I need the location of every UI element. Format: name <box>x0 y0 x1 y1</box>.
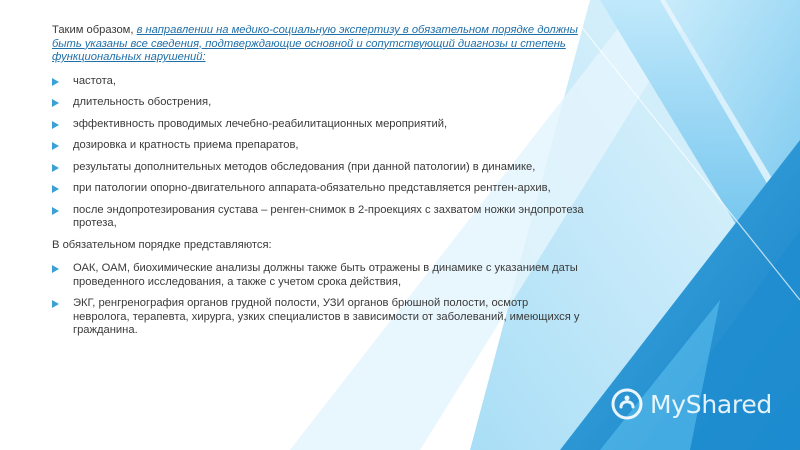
triangle-bullet-icon <box>52 300 59 308</box>
list-item <box>52 297 587 338</box>
required-documents-heading: В обязательном порядке представляются: <box>52 238 272 251</box>
intro-highlight: в направлении на медико-социальную экспертизу в обязательном порядке должны быть указаны все сведения, подтверждающие основной и сопутствующий диагнозы и степень функциональных нарушений: <box>52 24 578 63</box>
list-item <box>52 182 587 196</box>
list-item <box>52 262 587 289</box>
list-item-text: дозировка и кратность приема препаратов, <box>73 139 299 151</box>
triangle-bullet-icon <box>52 265 59 273</box>
list-item <box>52 161 587 175</box>
list-item <box>52 75 587 89</box>
list-item-text: при патологии опорно-двигательного аппарата-обязательно представляется рентген-архив, <box>73 182 551 194</box>
list-item-text: после эндопротезирования сустава – ренген-снимок в 2-проекциях с захватом ножки эндопротеза протеза, <box>73 203 584 229</box>
triangle-bullet-icon <box>52 185 59 193</box>
list-item-text: ЭКГ, ренгренография органов грудной полости, УЗИ органов брюшной полости, осмотр невролога, терапевта, хирурга, узких специалистов в зависимости от заболеваний, имеющихся у гражданина. <box>73 297 580 336</box>
myshared-watermark <box>610 386 772 422</box>
triangle-bullet-icon <box>52 164 59 172</box>
list-item <box>52 204 587 231</box>
triangle-bullet-icon <box>52 99 59 107</box>
triangle-bullet-icon <box>52 207 59 215</box>
myshared-logo-icon <box>610 387 644 421</box>
list-item <box>52 118 587 132</box>
triangle-bullet-icon <box>52 78 59 86</box>
list-item <box>52 96 587 110</box>
list-item-text: частота, <box>73 74 116 87</box>
intro-paragraph <box>52 24 587 65</box>
intro-prefix: Таким образом, <box>52 24 137 36</box>
criteria-list <box>52 75 587 231</box>
list-item <box>52 139 587 153</box>
triangle-bullet-icon <box>52 142 59 150</box>
list-item-text: результаты дополнительных методов обследования (при данной патологии) в динамике, <box>73 160 536 173</box>
slide-content <box>52 24 587 346</box>
triangle-bullet-icon <box>52 121 59 129</box>
list-item-text: эффективность проводимых лечебно-реабилитационных мероприятий, <box>73 117 448 130</box>
required-documents-list <box>52 262 587 338</box>
list-item-text: ОАК, ОАМ, биохимические анализы должны также быть отражены в динамике с указанием даты проведенного исследования, а также с учетом срока действия, <box>73 262 578 288</box>
watermark-text: MyShared <box>650 389 772 419</box>
list-item-text: длительность обострения, <box>73 96 212 108</box>
